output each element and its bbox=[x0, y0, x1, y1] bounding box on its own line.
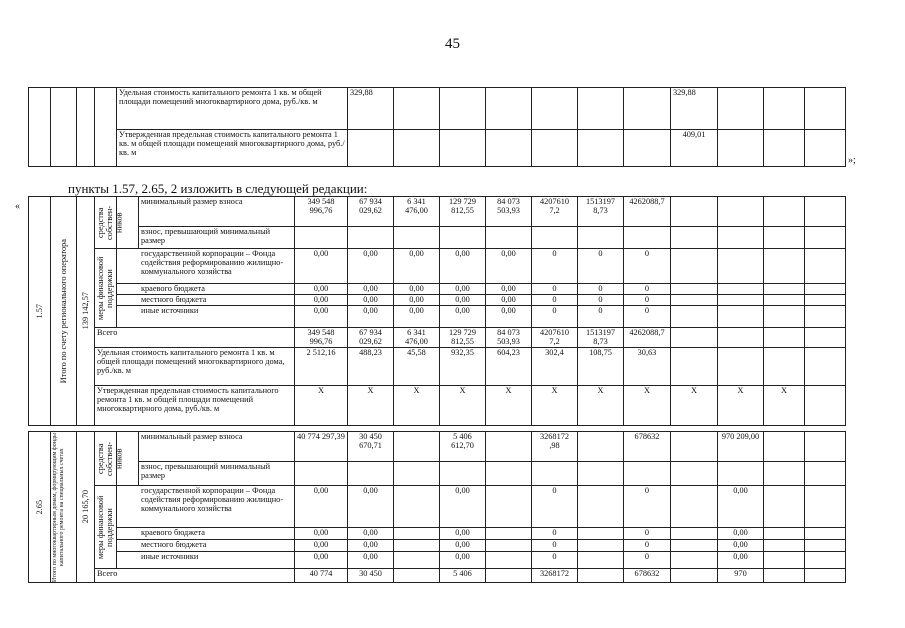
cell bbox=[671, 295, 718, 306]
cell bbox=[578, 528, 624, 540]
cell bbox=[348, 462, 394, 486]
cell bbox=[394, 88, 440, 130]
cell bbox=[805, 284, 846, 295]
cell: 0,00 bbox=[295, 306, 348, 328]
cell bbox=[718, 130, 764, 167]
cell bbox=[764, 227, 805, 249]
cell bbox=[805, 88, 846, 130]
cell: 0,00 bbox=[394, 249, 440, 284]
table-row bbox=[29, 295, 846, 306]
cell: 0,00 bbox=[440, 284, 486, 295]
cell: 30 450 bbox=[348, 569, 394, 583]
cell bbox=[95, 197, 123, 249]
row-label: взнос, превышающий минимальный размер bbox=[139, 462, 295, 486]
cell bbox=[718, 295, 764, 306]
row-label: краевого бюджета bbox=[117, 528, 295, 540]
cell bbox=[394, 130, 440, 167]
cell: 108,75 bbox=[578, 348, 624, 386]
section-amount: 20 165,70 bbox=[80, 490, 90, 524]
cell: 0 bbox=[624, 551, 671, 568]
cell: 0,00 bbox=[440, 249, 486, 284]
cell: 0,00 bbox=[348, 284, 394, 295]
cell: X bbox=[578, 386, 624, 426]
cell: 349 548 996,76 bbox=[295, 328, 348, 348]
cell bbox=[578, 569, 624, 583]
cell: 0 bbox=[624, 295, 671, 306]
cell: 40 774 297,39 bbox=[295, 432, 348, 462]
cell bbox=[764, 197, 805, 227]
cell: 0 bbox=[624, 528, 671, 540]
cell bbox=[805, 328, 846, 348]
cell bbox=[764, 306, 805, 328]
cell: 0,00 bbox=[348, 306, 394, 328]
row-label: государственной корпорации – Фонда содействия реформированию жилищно-коммунального хозяйства bbox=[117, 486, 295, 528]
cell: 0 bbox=[578, 295, 624, 306]
cell: 0,00 bbox=[486, 284, 532, 295]
cell: 970 209,00 bbox=[718, 432, 764, 462]
cell bbox=[486, 130, 532, 167]
cell bbox=[718, 348, 764, 386]
cell bbox=[764, 328, 805, 348]
cell: 0 bbox=[532, 295, 578, 306]
cell: 0 bbox=[624, 284, 671, 295]
cell bbox=[440, 88, 486, 130]
row-label: иные источники bbox=[117, 306, 295, 328]
cell bbox=[805, 197, 846, 227]
cell bbox=[486, 462, 532, 486]
cell bbox=[671, 284, 718, 295]
cell bbox=[764, 551, 805, 568]
cell: 0 bbox=[624, 249, 671, 284]
cell bbox=[578, 462, 624, 486]
cell: X bbox=[394, 386, 440, 426]
cell bbox=[764, 528, 805, 540]
cell bbox=[718, 249, 764, 284]
cell: 67 934 029,62 bbox=[348, 328, 394, 348]
row-label: минимальный размер взноса bbox=[139, 197, 295, 227]
table-row bbox=[29, 528, 846, 540]
table-row bbox=[29, 328, 846, 348]
cell: X bbox=[532, 386, 578, 426]
cell: 1513197 8,73 bbox=[578, 197, 624, 227]
cell bbox=[671, 328, 718, 348]
group-support: меры финансовой поддержки bbox=[95, 495, 114, 559]
cell: 0,00 bbox=[295, 551, 348, 568]
cell bbox=[51, 88, 77, 167]
cell: 0 bbox=[532, 551, 578, 568]
cell bbox=[805, 540, 846, 552]
cell bbox=[671, 227, 718, 249]
cell bbox=[764, 462, 805, 486]
cell: 0,00 bbox=[440, 528, 486, 540]
cell: X bbox=[348, 386, 394, 426]
cell bbox=[805, 348, 846, 386]
cell bbox=[764, 130, 805, 167]
cell: X bbox=[295, 386, 348, 426]
row-label: минимальный размер взноса bbox=[139, 432, 295, 462]
row-label: Всего bbox=[95, 569, 295, 583]
row-label: иные источники bbox=[117, 551, 295, 568]
row-label: Удельная стоимость капитального ремонта 1 кв. м общей площади помещений многоквартирного дома, руб./кв. м bbox=[117, 88, 348, 130]
cell: 0,00 bbox=[718, 540, 764, 552]
cell: 0,00 bbox=[348, 528, 394, 540]
cell bbox=[718, 88, 764, 130]
table-row bbox=[29, 462, 846, 486]
table-row bbox=[29, 197, 846, 227]
cell bbox=[671, 569, 718, 583]
cell bbox=[805, 227, 846, 249]
cell: 0,00 bbox=[295, 295, 348, 306]
cell: 409,01 bbox=[671, 130, 718, 167]
cell: 0,00 bbox=[394, 295, 440, 306]
cell bbox=[394, 540, 440, 552]
cell bbox=[394, 462, 440, 486]
cell: 0,00 bbox=[486, 295, 532, 306]
cell: 0 bbox=[532, 284, 578, 295]
cell bbox=[764, 569, 805, 583]
row-label: взнос, превышающий минимальный размер bbox=[139, 227, 295, 249]
row-label: местного бюджета bbox=[117, 295, 295, 306]
cell: 488,23 bbox=[348, 348, 394, 386]
table-row bbox=[29, 249, 846, 284]
cell: 0 bbox=[578, 284, 624, 295]
cell bbox=[764, 284, 805, 295]
cell: 129 729 812,55 bbox=[440, 197, 486, 227]
cell bbox=[394, 432, 440, 462]
cell bbox=[394, 528, 440, 540]
cell bbox=[486, 528, 532, 540]
cell bbox=[718, 227, 764, 249]
cell bbox=[29, 197, 51, 426]
cell: 604,23 bbox=[486, 348, 532, 386]
cell bbox=[805, 432, 846, 462]
cell: 0,00 bbox=[295, 486, 348, 528]
cell: 84 073 503,93 bbox=[486, 328, 532, 348]
cell: 5 406 612,70 bbox=[440, 432, 486, 462]
table-row bbox=[29, 486, 846, 528]
cell bbox=[440, 130, 486, 167]
cell bbox=[29, 432, 51, 583]
cell: 970 bbox=[718, 569, 764, 583]
cell bbox=[486, 540, 532, 552]
cell bbox=[486, 227, 532, 249]
cell: 0,00 bbox=[486, 306, 532, 328]
cell: 6 341 476,00 bbox=[394, 328, 440, 348]
cell bbox=[671, 462, 718, 486]
cell bbox=[718, 462, 764, 486]
cell: 0,00 bbox=[718, 486, 764, 528]
cell: 329,88 bbox=[348, 88, 394, 130]
table-row bbox=[29, 432, 846, 462]
table-2-65 bbox=[28, 431, 846, 583]
cell: 0 bbox=[532, 306, 578, 328]
section-title: Итого по счету регионального оператора bbox=[58, 238, 68, 384]
cell: 4262088,7 bbox=[624, 197, 671, 227]
cell bbox=[764, 540, 805, 552]
section-heading: пункты 1.57, 2.65, 2 изложить в следующей редакции: bbox=[68, 181, 368, 196]
table-row bbox=[29, 130, 846, 167]
cell bbox=[718, 197, 764, 227]
cell bbox=[578, 130, 624, 167]
cell: 1513197 8,73 bbox=[578, 328, 624, 348]
row-label: Утвержденная предельная стоимость капитального ремонта 1 кв. м общей площади помещений многоквартирного дома, руб./кв. м bbox=[117, 130, 348, 167]
cell: 932,35 bbox=[440, 348, 486, 386]
section-title: Итого по многоквартирным домам, формирующим фонды капитального ремонта на специальных счетах bbox=[51, 432, 65, 582]
cell: 0,00 bbox=[348, 486, 394, 528]
cell bbox=[486, 88, 532, 130]
cell: 0 bbox=[532, 249, 578, 284]
cell bbox=[671, 486, 718, 528]
cell: 0,00 bbox=[718, 528, 764, 540]
cell bbox=[671, 348, 718, 386]
cell bbox=[486, 432, 532, 462]
cell bbox=[486, 569, 532, 583]
cell: 3268172 bbox=[532, 569, 578, 583]
cell bbox=[95, 432, 123, 486]
cell: X bbox=[486, 386, 532, 426]
cell bbox=[805, 462, 846, 486]
cell: 0,00 bbox=[348, 295, 394, 306]
cell: 0 bbox=[532, 540, 578, 552]
section-code: 1.57 bbox=[34, 303, 44, 319]
page-number: 45 bbox=[445, 36, 460, 52]
cell bbox=[394, 486, 440, 528]
cell bbox=[805, 386, 846, 426]
cell: X bbox=[624, 386, 671, 426]
cell bbox=[532, 88, 578, 130]
cell: 40 774 bbox=[295, 569, 348, 583]
cell bbox=[348, 227, 394, 249]
cell: 0,00 bbox=[486, 249, 532, 284]
cell bbox=[51, 432, 77, 583]
table-row bbox=[29, 306, 846, 328]
cell: X bbox=[718, 386, 764, 426]
cell: 4207610 7,2 bbox=[532, 197, 578, 227]
row-label: Всего bbox=[95, 328, 295, 348]
cell: 0,00 bbox=[348, 551, 394, 568]
cell bbox=[440, 462, 486, 486]
cell: 678632 bbox=[624, 569, 671, 583]
cell: 84 073 503,93 bbox=[486, 197, 532, 227]
cell bbox=[486, 486, 532, 528]
cell: 0 bbox=[532, 486, 578, 528]
cell: 0,00 bbox=[394, 284, 440, 295]
cell: 0,00 bbox=[295, 284, 348, 295]
cell bbox=[671, 432, 718, 462]
cell bbox=[394, 227, 440, 249]
cell: 0,00 bbox=[295, 540, 348, 552]
cell bbox=[805, 295, 846, 306]
cell bbox=[764, 249, 805, 284]
cell: 0 bbox=[624, 486, 671, 528]
cell bbox=[624, 462, 671, 486]
cell bbox=[805, 130, 846, 167]
cell bbox=[578, 227, 624, 249]
cell: 5 406 bbox=[440, 569, 486, 583]
cell: 329,88 bbox=[671, 88, 718, 130]
cell: 0,00 bbox=[295, 528, 348, 540]
table-row bbox=[29, 227, 846, 249]
cell bbox=[77, 88, 95, 167]
cell bbox=[578, 540, 624, 552]
cell bbox=[532, 462, 578, 486]
cell: 45,58 bbox=[394, 348, 440, 386]
cell: 0 bbox=[624, 306, 671, 328]
cell: 4262088,7 bbox=[624, 328, 671, 348]
cell: 0,00 bbox=[440, 295, 486, 306]
cell bbox=[348, 130, 394, 167]
cell bbox=[764, 432, 805, 462]
cell bbox=[77, 432, 95, 583]
cell bbox=[532, 130, 578, 167]
cell bbox=[718, 306, 764, 328]
cell: 0,00 bbox=[718, 551, 764, 568]
cell bbox=[624, 130, 671, 167]
cell bbox=[805, 249, 846, 284]
cell bbox=[718, 328, 764, 348]
close-quote: »; bbox=[848, 155, 856, 166]
cell bbox=[295, 227, 348, 249]
cell: 2 512,16 bbox=[295, 348, 348, 386]
cell: 0,00 bbox=[348, 540, 394, 552]
cell bbox=[805, 551, 846, 568]
cell bbox=[29, 88, 51, 167]
cell: 0 bbox=[532, 528, 578, 540]
cell bbox=[805, 569, 846, 583]
top-table bbox=[28, 87, 846, 167]
cell bbox=[532, 227, 578, 249]
cell bbox=[95, 486, 117, 569]
cell bbox=[295, 462, 348, 486]
group-support: меры финансовой поддержки bbox=[95, 256, 114, 320]
cell bbox=[764, 486, 805, 528]
cell bbox=[486, 551, 532, 568]
table-row bbox=[29, 348, 846, 386]
cell bbox=[624, 88, 671, 130]
cell: 30 450 670,71 bbox=[348, 432, 394, 462]
cell bbox=[805, 306, 846, 328]
cell: 129 729 812,55 bbox=[440, 328, 486, 348]
cell bbox=[578, 432, 624, 462]
cell bbox=[805, 528, 846, 540]
cell: 6 341 476,00 bbox=[394, 197, 440, 227]
cell: X bbox=[671, 386, 718, 426]
row-label: краевого бюджета bbox=[117, 284, 295, 295]
cell bbox=[95, 249, 117, 328]
cell: 3268172 ,98 bbox=[532, 432, 578, 462]
cell bbox=[394, 569, 440, 583]
table-1-57 bbox=[28, 196, 846, 426]
cell bbox=[51, 197, 77, 426]
cell: 0,00 bbox=[394, 306, 440, 328]
cell bbox=[671, 540, 718, 552]
row-label: Утвержденная предельная стоимость капитального ремонта 1 кв. м общей площади помещений многоквартирного дома, руб./кв. м bbox=[95, 386, 295, 426]
cell bbox=[77, 197, 95, 426]
table-row bbox=[29, 386, 846, 426]
cell: 0,00 bbox=[440, 486, 486, 528]
cell: 67 934 029,62 bbox=[348, 197, 394, 227]
cell: 0 bbox=[578, 306, 624, 328]
group-owners: средства собствен-ников bbox=[95, 441, 123, 476]
table-row bbox=[29, 551, 846, 568]
table-row bbox=[29, 540, 846, 552]
table-row bbox=[29, 88, 846, 130]
cell: 4207610 7,2 bbox=[532, 328, 578, 348]
cell: 0,00 bbox=[440, 551, 486, 568]
table-row bbox=[29, 284, 846, 295]
cell bbox=[805, 486, 846, 528]
cell: 0,00 bbox=[295, 249, 348, 284]
open-quote: « bbox=[15, 201, 20, 212]
cell: 0,00 bbox=[440, 540, 486, 552]
row-label: государственной корпорации – Фонда содействия реформированию жилищно-коммунального хозяйства bbox=[117, 249, 295, 284]
cell: 678632 bbox=[624, 432, 671, 462]
cell bbox=[578, 551, 624, 568]
section-amount: 139 142,57 bbox=[80, 292, 90, 330]
cell: X bbox=[440, 386, 486, 426]
cell: 0 bbox=[624, 540, 671, 552]
cell bbox=[718, 284, 764, 295]
cell bbox=[764, 88, 805, 130]
section-code: 2.65 bbox=[34, 499, 44, 515]
cell bbox=[764, 295, 805, 306]
cell bbox=[764, 348, 805, 386]
table-row bbox=[29, 569, 846, 583]
cell bbox=[671, 306, 718, 328]
cell: 30,63 bbox=[624, 348, 671, 386]
cell bbox=[624, 227, 671, 249]
cell: 302,4 bbox=[532, 348, 578, 386]
cell bbox=[671, 528, 718, 540]
cell: 0,00 bbox=[440, 306, 486, 328]
cell bbox=[578, 88, 624, 130]
cell: 0 bbox=[578, 249, 624, 284]
cell: 349 548 996,76 bbox=[295, 197, 348, 227]
cell bbox=[671, 249, 718, 284]
cell bbox=[95, 88, 117, 167]
cell bbox=[440, 227, 486, 249]
cell bbox=[671, 551, 718, 568]
row-label: местного бюджета bbox=[117, 540, 295, 552]
cell bbox=[394, 551, 440, 568]
cell: X bbox=[764, 386, 805, 426]
group-owners: средства собствен-ников bbox=[95, 205, 123, 240]
row-label: Удельная стоимость капитального ремонта 1 кв. м общей площади помещений многоквартирного дома, руб./кв. м bbox=[95, 348, 295, 386]
cell bbox=[578, 486, 624, 528]
cell bbox=[671, 197, 718, 227]
cell: 0,00 bbox=[348, 249, 394, 284]
